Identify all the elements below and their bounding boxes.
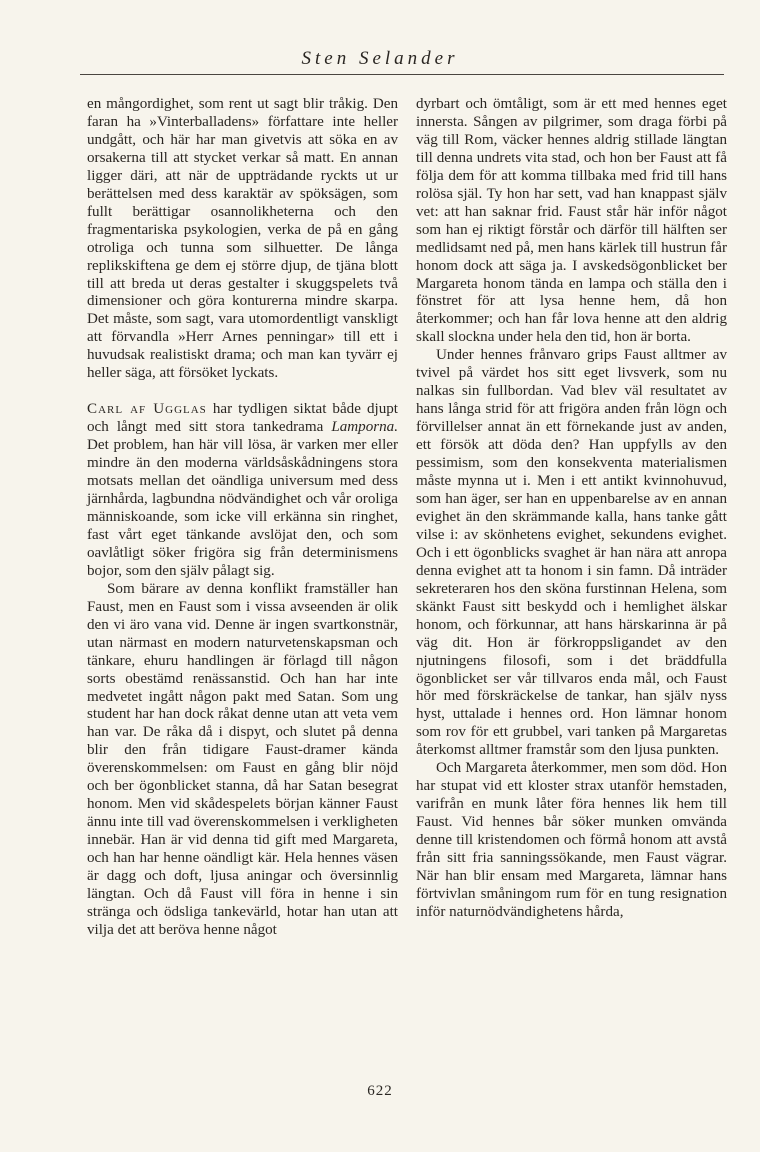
left-column [87,96,398,940]
work-title: Lamporna. [331,419,398,436]
paragraph-text: har tydligen siktat både djupt och långt med sitt stora tankedrama [87,401,398,436]
paragraph-text: Det problem, han här vill lösa, är varken mer eller mindre än den moderna världsåskådningens stora motsats mellan det oändliga universum med dess järnhårda, lagbundna nödvändighet och vår oroliga människoande, som icke vill erkänna sin ringhet, fast vårt eget tänkande avslöjat den, och som oavlåtligt söker frigöra sig från determinismens bojor, som den själv pålagt sig. [87,437,398,579]
right-column [416,96,727,922]
header-rule [80,74,724,75]
running-head: Sten Selander [301,48,459,69]
paragraph: Och Margareta återkommer, men som död. Hon har stupat vid ett kloster strax utanför hemstaden, varifrån en munk låter föra hennes lik hem till Faust. Vid hennes bår söker munken omvända denne till kristendomen och förmå honom att avstå från sitt fria sanningssökande, men Faust vägrar. När han blir ensam med Margareta, lämnar hans förtvivlan småningom rum för en tung resignation inför naturnödvändighetens hårda, [416,760,727,920]
page-number: 622 [367,1083,393,1099]
author-name: Carl af Ugglas [87,401,207,418]
paragraph: Under hennes frånvaro grips Faust alltmer av tvivel på värdet hos sitt eget livsverk, som nu nalkas sin fullbordan. Vad blev väl resultatet av hans långa strid för att frigöra anden från lögn och förvillelser annat än ett förnekande just av anden, ett försök att döda den? Han uppfylls av den pessimism, som den konsekventa materialismen måste mynna ut i. Men i ett antikt kvinnohuvud, som han äger, ser han en uppenbarelse av en annan evighet än den skrämmande kalla, hans tanke gått vilse i: av skönhetens evighet, sekundens evighet. Och i ett ögonblicks svaghet är han nära att anropa denna evighet att ta honom i sin famn. Då inträder sekreteraren hos den sköna furstinnan Helena, som skänkt Faust sitt beskydd och i hemlighet älskar honom, och förkunnar, att hans härskarinna är på väg dit. Hon är förkroppsligandet av den njutningens filosofi, som i det bräddfulla ögonblicket ser vår tillvaros enda mål, och Faust hör med förskräckelse de tankar, han själv nyss hyst, uttalade i hennes ord. Hon lämnar honom som rov för ett grubbel, vari tanken på Margaretas återkomst alltmer framstår som den ljusa punkten. [416,347,727,759]
paragraph: Som bärare av denna konflikt framställer han Faust, men en Faust som i vissa avseenden är olik den vi äro vana vid. Denne är ingen svartkonstnär, utan närmast en modern naturvetenskapsman och tänkare, ehuru handlingen är förlagd till någon sorts obestämd renässanstid. Och han har inte medvetet ingått någon pakt med Satan. Som ung student har han dock råkat denne utan att veta vem han var. De råka då i dispyt, och slutet på denna blir den från tidigare Faust-dramer kända överenskommelsen: om Faust en gång blir nöjd och ber ögonblicket stanna, då har Satan besegrat honom. Men vid skådespelets början känner Faust ännu inte till vad överenskommelsen i verkligheten innebär. Han är vid denna tid gift med Margareta, och han har henne oändligt kär. Hela hennes väsen är dagg och doft, ljusa aningar och översinnlig längtan. Och då Faust vill föra in henne i sin stränga och ödsliga tankevärld, hotar han utan att vilja det att beröva henne något [87,580,398,938]
paragraph: en mångordighet, som rent ut sagt blir tråkig. Den faran ha »Vinterballadens» författare inte heller undgått, och här har man givetvis att söka en av orsakerna till att stycket verkar så matt. En annan ligger däri, att när de uppträdande ryckts ut ur berättelsen med dess karaktär av spöksägen, som fullt berättigar osannolikheterna och den fragmentariska psykologien, verka de på en gång otroliga och tunna som silhuetter. De långa replikskiftena ge dem ej större djup, de tjäna blott till att breda ut deras gestalter i skuggspelets två dimensioner och göra konturerna mindre skarpa. Det måste, som sagt, vara utomordentligt vanskligt att förvandla »Herr Arnes penningar» till ett i huvudsak realistiskt drama; och man kan tyvärr ej heller säga, att försöket lyckats. [87,96,398,382]
paragraph [87,401,398,581]
paragraph: dyrbart och ömtåligt, som är ett med hennes eget innersta. Sången av pilgrimer, som draga förbi på väg till Rom, väcker hennes aldrig stillade längtan till denna undrets vita stad, och hon ber Faust att få följa dem för att komma tillbaka med frid till hans rolösa själ. Ty hon har sett, vad han knappast själv vet: att han saknar frid. Faust står här inför något som han ej riktigt förstår och därför till hälften ser medlidsamt ned på, men hans kärlek till hustrun får honom dock att säga ja. I avskedsögonblicket ber Margareta honom tända en lampa och ställa den i fönstret för att lysa henne hem, då hon återkommer; och han får lova henne att den aldrig skall slockna under hela den tid, hon är borta. [416,96,727,346]
